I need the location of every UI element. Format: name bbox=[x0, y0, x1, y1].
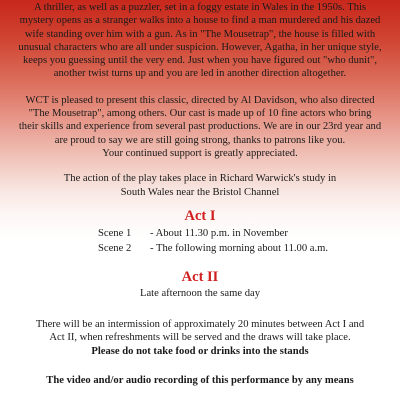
setting-line: South Wales near the Bristol Channel bbox=[120, 186, 280, 198]
act-two-heading: Act II bbox=[181, 268, 219, 285]
synopsis-line: mystery opens as a stranger walks into a house to find a man murdered and his dazed bbox=[19, 15, 381, 27]
act-one-heading: Act I bbox=[184, 207, 216, 224]
setting-paragraph bbox=[7, 172, 393, 199]
intermission-paragraph bbox=[7, 318, 393, 358]
synopsis-line: another twist turns up and you are led in another direction altogether. bbox=[53, 68, 347, 80]
scene-name: Scene 1 bbox=[98, 227, 132, 239]
synopsis-line: unusual characters who are all under suspicion. However, Agatha, in her unique style, bbox=[18, 41, 382, 53]
scene-row bbox=[0, 226, 400, 242]
scene-row bbox=[0, 241, 400, 257]
recording-notice: The video and/or audio recording of this performance by any means bbox=[46, 375, 354, 387]
act-two-time: Late afternoon the same day bbox=[139, 287, 260, 299]
intermission-line: There will be an intermission of approximately 20 minutes between Act I and bbox=[35, 319, 365, 331]
company-line: are proud to say we are still going strong, thanks to patrons like you. bbox=[54, 134, 346, 146]
company-line: their skills and experience from several past productions. We are in our 23rd year and bbox=[18, 121, 382, 133]
company-line: WCT is pleased to present this classic, directed by Al Davidson, who also directed bbox=[25, 94, 375, 106]
food-warning: Please do not take food or drinks into the stands bbox=[91, 345, 309, 357]
setting-line: The action of the play takes place in Richard Warwick's study in bbox=[63, 173, 337, 185]
scene-time: - The following morning about 11.00 a.m. bbox=[150, 243, 329, 255]
company-line: "The Mousetrap", among others. Our cast is made up of 10 fine actors who bring bbox=[28, 108, 372, 120]
intermission-line: Act II, when refreshments will be served and the draws will take place. bbox=[49, 332, 351, 344]
synopsis-line: keeps you guessing until the very end. Just when you have figured out "who dunit", bbox=[22, 55, 378, 67]
synopsis-line: wife standing over him with a gun. As in "The Mousetrap", the house is filled with bbox=[24, 28, 376, 40]
synopsis-paragraph bbox=[7, 1, 393, 81]
synopsis-line: A thriller, as well as a puzzler, set in a foggy estate in Wales in the 1950s. This bbox=[33, 2, 367, 13]
company-paragraph bbox=[7, 94, 393, 160]
company-line: Your continued support is greatly appreciated. bbox=[102, 147, 298, 159]
act-one-scenes bbox=[0, 226, 400, 257]
scene-time: - About 11.30 p.m. in November bbox=[150, 227, 288, 239]
scene-name: Scene 2 bbox=[98, 243, 132, 255]
